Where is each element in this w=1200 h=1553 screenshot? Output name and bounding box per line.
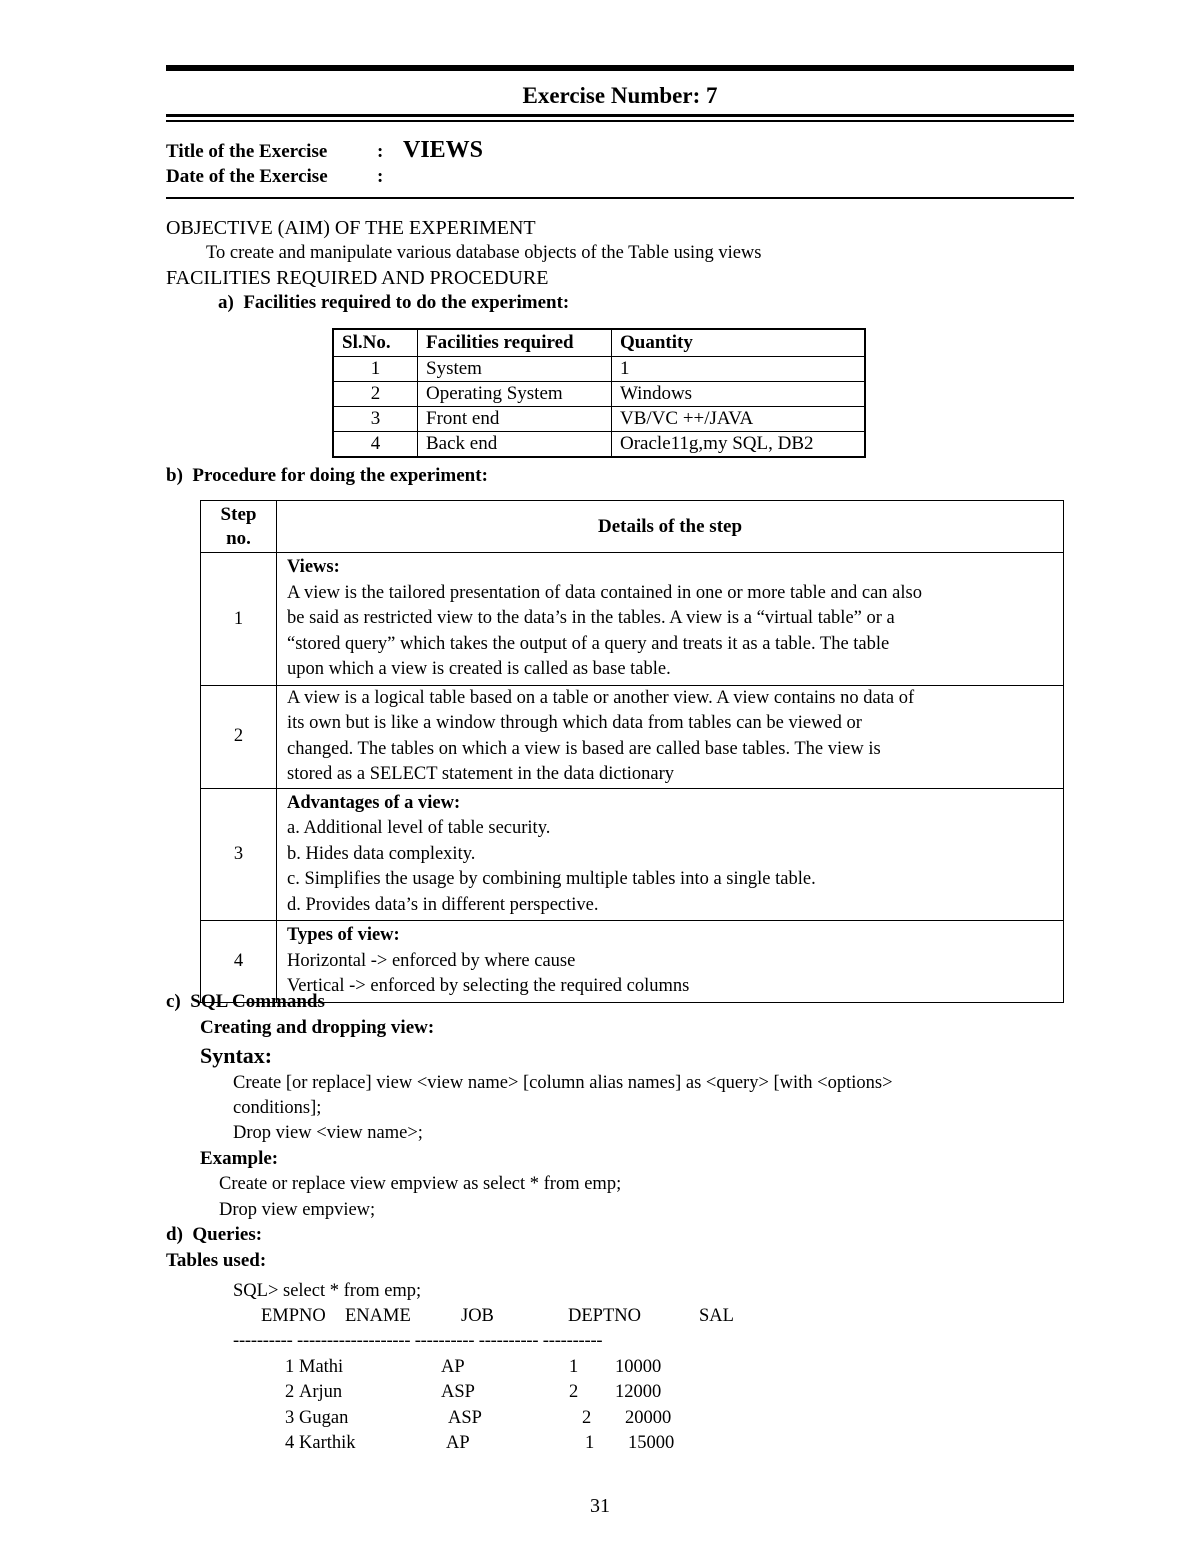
table-cell: 4 [333, 432, 418, 458]
step-line: upon which a view is created is called as base table. [287, 659, 671, 679]
header-double-rule-1 [166, 114, 1074, 117]
objective-text: To create and manipulate various database objects of the Table using views [206, 243, 762, 263]
table-cell: Windows [612, 382, 866, 407]
table-cell: 1 [612, 357, 866, 382]
objective-heading: OBJECTIVE (AIM) OF THE EXPERIMENT [166, 217, 536, 239]
page-number: 31 [590, 1495, 610, 1517]
table-cell: 3 [333, 407, 418, 432]
sql-sub-c: c) SQL Commands [166, 991, 325, 1012]
result-cell: Arjun [299, 1382, 343, 1402]
table-row [333, 407, 865, 432]
facilities-heading: FACILITIES REQUIRED AND PROCEDURE [166, 267, 549, 289]
table-cell: Oracle11g,my SQL, DB2 [612, 432, 866, 458]
result-col-deptno: DEPTNO [568, 1306, 641, 1326]
header-bottom-rule [166, 197, 1074, 199]
result-col-sal: SAL [699, 1306, 734, 1326]
step-line: stored as a SELECT statement in the data dictionary [287, 764, 675, 784]
step-title: Types of view: [287, 925, 400, 945]
result-cell: 2 [569, 1382, 579, 1402]
step-line: its own but is like a window through which data from tables can be viewed or [287, 713, 862, 733]
step-line: A view is a logical table based on a table or another view. A view contains no data of [287, 687, 915, 708]
result-cell: ASP [441, 1382, 475, 1402]
table-cell: Operating System [418, 382, 612, 407]
result-cell: 2 [285, 1382, 295, 1402]
column-header-slno: Sl.No. [333, 329, 418, 357]
result-cell: Karthik [299, 1433, 356, 1453]
column-header-facilities: Facilities required [418, 329, 612, 357]
table-row [201, 685, 1064, 788]
table-header-row [333, 329, 865, 357]
step-details [277, 685, 1064, 788]
result-cell: 1 [569, 1357, 579, 1377]
step-number: 2 [201, 685, 277, 788]
result-col-job: JOB [461, 1306, 494, 1326]
step-number: 1 [201, 553, 277, 686]
result-cell: Gugan [299, 1408, 349, 1428]
column-header-step [201, 501, 277, 553]
result-dash-line: ---------- ------------------- ---------- ---------- ---------- [233, 1331, 603, 1351]
step-line: b. Hides data complexity. [287, 843, 476, 864]
result-cell: 10000 [615, 1357, 662, 1377]
top-rule [166, 65, 1074, 71]
queries-sub-d: d) Queries: [166, 1224, 263, 1245]
step-title: Advantages of a view: [287, 792, 461, 813]
result-cell: AP [441, 1357, 465, 1377]
date-sep: : [377, 166, 384, 187]
table-row [201, 921, 1064, 1003]
table-row [201, 553, 1064, 686]
procedure-sub-b: b) Procedure for doing the experiment: [166, 465, 488, 486]
creating-dropping-heading: Creating and dropping view: [200, 1017, 435, 1038]
table-row [201, 788, 1064, 921]
column-header-quantity: Quantity [612, 329, 866, 357]
step-line: A view is the tailored presentation of data contained in one or more table and can also [287, 582, 922, 603]
step-line: Vertical -> enforced by selecting the required columns [287, 976, 690, 996]
column-header-details: Details of the step [277, 501, 1064, 553]
title-sep: : [377, 141, 384, 162]
result-cell: AP [446, 1433, 470, 1453]
syntax-line: Drop view <view name>; [233, 1123, 423, 1143]
tables-used-heading: Tables used: [166, 1250, 267, 1271]
step-details [277, 788, 1064, 921]
step-details [277, 921, 1064, 1003]
step-header-line2: no. [226, 527, 251, 549]
title-value: VIEWS [403, 137, 484, 163]
table-cell: 1 [333, 357, 418, 382]
example-line: Drop view empview; [219, 1200, 376, 1220]
table-header-row [201, 501, 1064, 553]
step-number: 3 [201, 788, 277, 921]
result-cell: Mathi [299, 1357, 344, 1377]
table-cell: System [418, 357, 612, 382]
step-line: “stored query” which takes the output of a query and treats it as a table. The table [287, 633, 890, 654]
step-header-line1: Step [220, 503, 257, 525]
table-cell: Back end [418, 432, 612, 458]
table-row [333, 382, 865, 407]
step-line: a. Additional level of table security. [287, 818, 551, 838]
result-cell: 1 [285, 1357, 295, 1377]
date-label: Date of the Exercise [166, 166, 328, 187]
step-line: changed. The tables on which a view is based are called base tables. The view is [287, 738, 881, 759]
step-line: Horizontal -> enforced by where cause [287, 950, 576, 971]
result-cell: ASP [448, 1408, 482, 1428]
result-cell: 15000 [628, 1433, 675, 1453]
syntax-label: Syntax: [200, 1043, 273, 1068]
result-col-ename: ENAME [345, 1306, 411, 1326]
step-number: 4 [201, 921, 277, 1003]
step-details [277, 553, 1064, 686]
procedure-table [200, 500, 1064, 1003]
table-cell: 2 [333, 382, 418, 407]
sql-prompt: SQL> select * from emp; [233, 1281, 422, 1301]
syntax-line: Create [or replace] view <view name> [column alias names] as <query> [with <options> [233, 1073, 893, 1093]
result-cell: 2 [582, 1408, 592, 1428]
result-col-empno: EMPNO [261, 1306, 326, 1326]
result-cell: 12000 [615, 1382, 662, 1402]
title-label: Title of the Exercise [166, 141, 328, 162]
table-cell: VB/VC ++/JAVA [612, 407, 866, 432]
example-line: Create or replace view empview as select * from emp; [219, 1174, 622, 1194]
table-row [333, 432, 865, 458]
syntax-line: conditions]; [233, 1098, 322, 1118]
step-title: Views: [287, 557, 340, 577]
step-line: d. Provides data’s in different perspective. [287, 894, 599, 915]
result-cell: 1 [585, 1433, 595, 1453]
header-double-rule-2 [166, 120, 1074, 122]
example-label: Example: [200, 1148, 279, 1169]
result-cell: 3 [285, 1408, 295, 1428]
table-row [333, 357, 865, 382]
step-line: be said as restricted view to the data’s in the tables. A view is a “virtual table” or a [287, 608, 895, 628]
table-cell: Front end [418, 407, 612, 432]
facilities-table [332, 328, 866, 458]
exercise-number: Exercise Number: 7 [522, 83, 718, 108]
result-cell: 4 [285, 1433, 295, 1453]
step-line: c. Simplifies the usage by combining multiple tables into a single table. [287, 869, 816, 889]
facilities-sub-a: a) Facilities required to do the experiment: [218, 292, 570, 313]
result-cell: 20000 [625, 1408, 672, 1428]
